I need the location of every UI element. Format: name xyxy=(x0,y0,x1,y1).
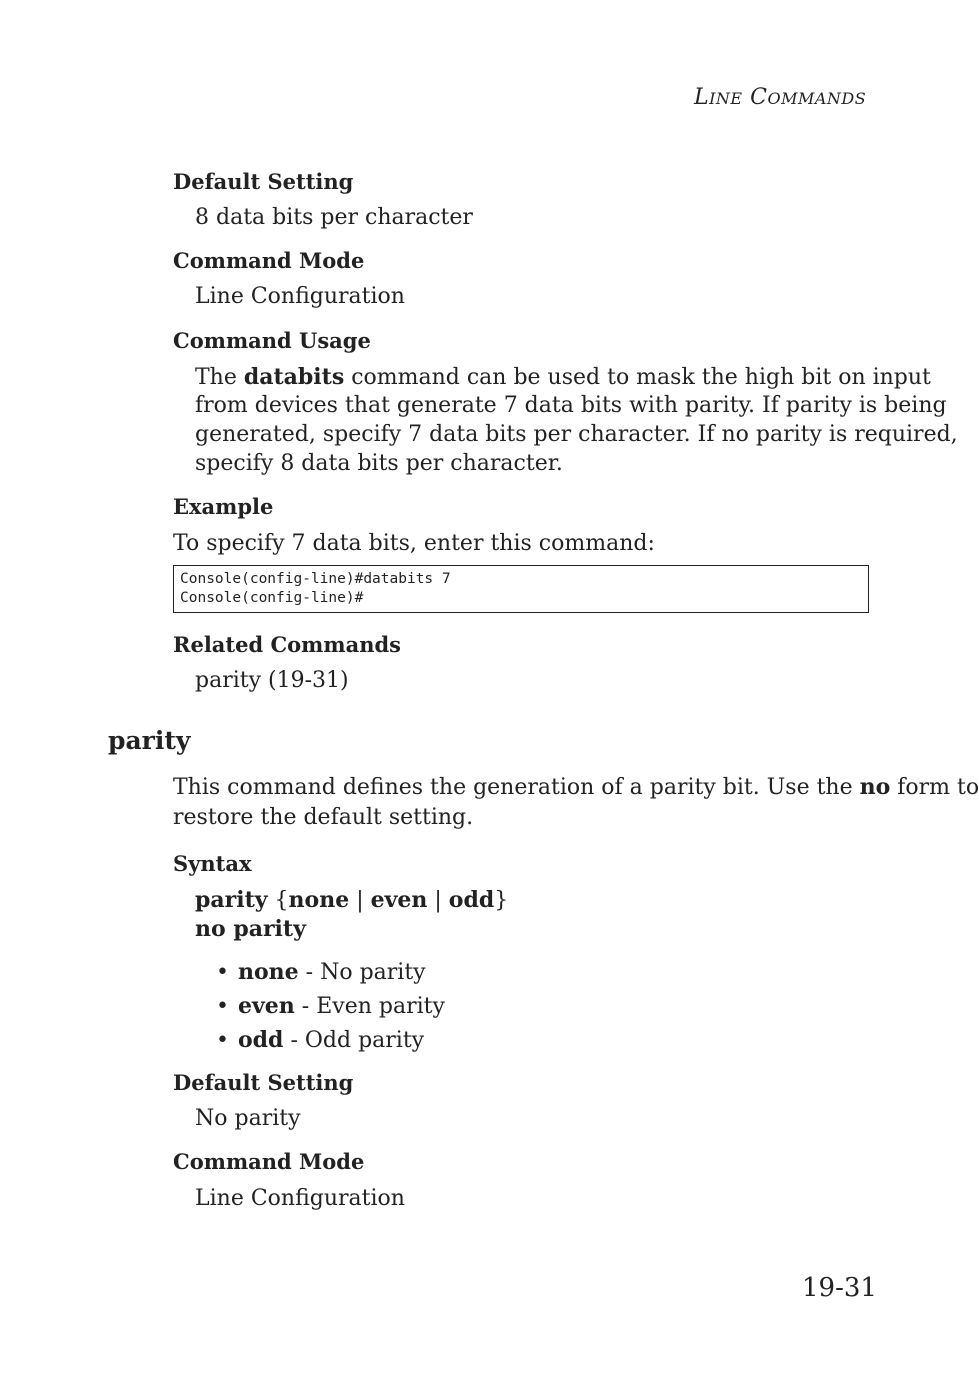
syntax-heading: Syntax xyxy=(173,851,252,876)
parity-description-line-2: restore the default setting. xyxy=(173,805,474,830)
example-intro: To specify 7 data bits, enter this command: xyxy=(173,531,655,556)
command-usage-heading: Command Usage xyxy=(173,328,371,353)
code-line-2: Console(config-line)# xyxy=(180,590,364,606)
bullet-icon: • xyxy=(216,994,229,1019)
default-setting-heading: Default Setting xyxy=(173,169,354,194)
related-commands-heading: Related Commands xyxy=(173,632,401,657)
example-heading: Example xyxy=(173,494,274,519)
bullet-icon: • xyxy=(216,1028,229,1053)
list-item: • none - No parity xyxy=(216,959,426,985)
parity-command-mode-heading: Command Mode xyxy=(173,1149,365,1174)
syntax-line-2: no parity xyxy=(195,916,306,942)
command-mode-heading: Command Mode xyxy=(173,248,365,273)
bullet-icon: • xyxy=(216,960,229,985)
parity-section-title: parity xyxy=(108,726,191,755)
related-commands-value: parity (19-31) xyxy=(195,668,349,693)
command-usage-line-3: generated, specify 7 data bits per character. If no parity is required, xyxy=(195,422,958,447)
code-example-box xyxy=(173,565,869,613)
command-mode-value: Line Configuration xyxy=(195,284,405,309)
parity-command-mode-value: Line Configuration xyxy=(195,1186,405,1211)
command-usage-line-4: specify 8 data bits per character. xyxy=(195,451,563,476)
command-usage-line-2: from devices that generate 7 data bits with parity. If parity is being xyxy=(195,393,947,418)
page-number: 19-31 xyxy=(802,1273,877,1303)
code-line-1: Console(config-line)#databits 7 xyxy=(180,571,451,587)
command-usage-line-1: The databits command can be used to mask the high bit on input xyxy=(195,364,931,390)
running-header: LINE COMMANDS xyxy=(694,85,867,110)
parity-default-setting-value: No parity xyxy=(195,1106,301,1131)
list-item: • even - Even parity xyxy=(216,993,445,1019)
parity-description-line-1: This command defines the generation of a parity bit. Use the no form to xyxy=(173,774,979,800)
syntax-line-1: parity {none | even | odd} xyxy=(195,887,509,913)
default-setting-value: 8 data bits per character xyxy=(195,205,473,230)
list-item: • odd - Odd parity xyxy=(216,1027,425,1053)
parity-default-setting-heading: Default Setting xyxy=(173,1070,354,1095)
